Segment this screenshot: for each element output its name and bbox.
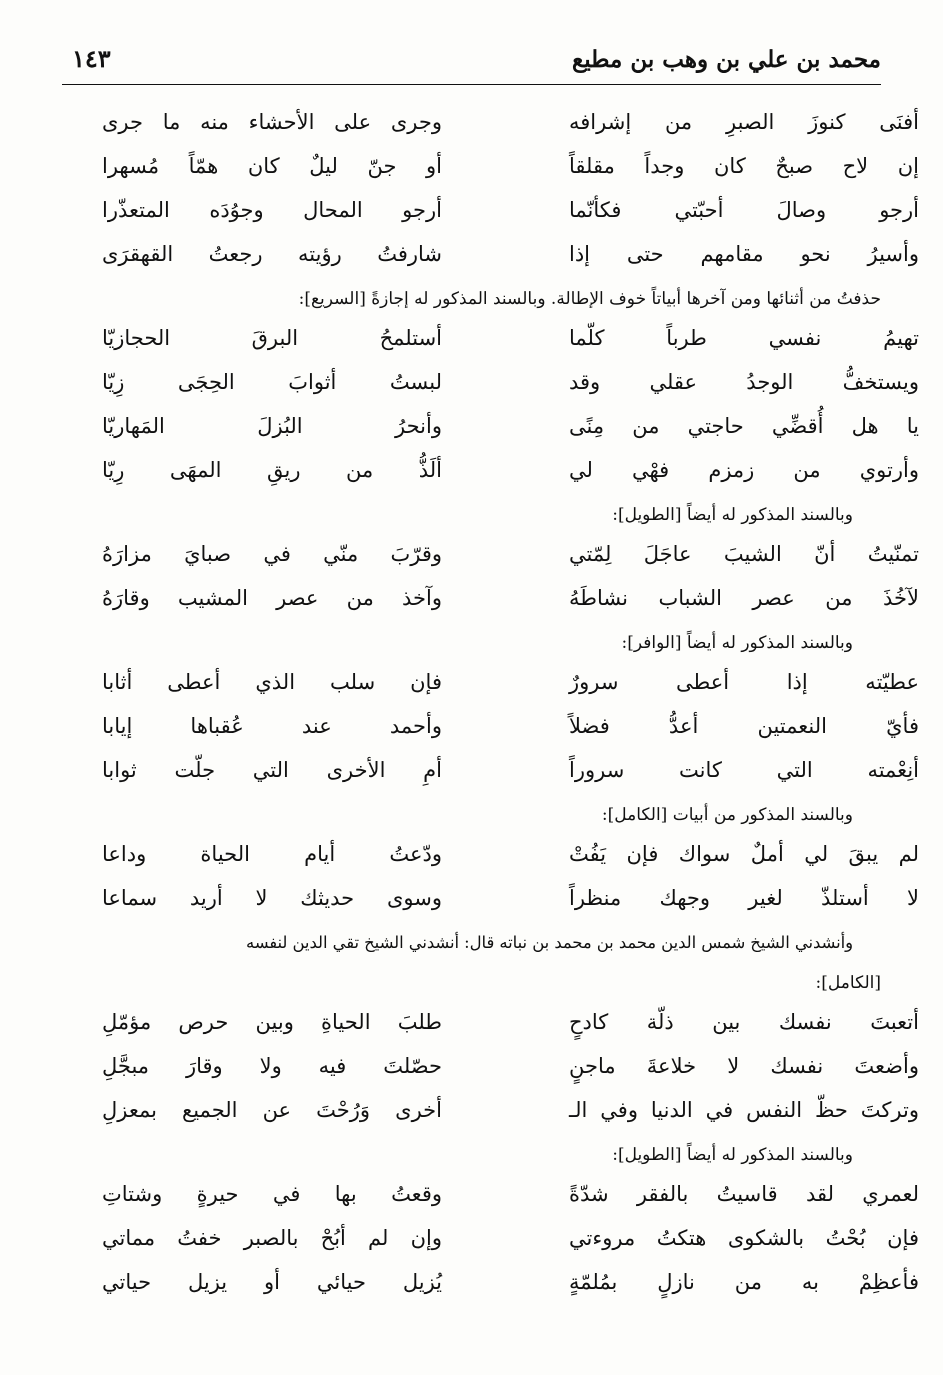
verse-first-hemistich: تمنّيتُ أنّ الشيبَ عاجَلَ لِمّتي xyxy=(569,542,919,566)
verse-second-hemistich: ألَذُّ من ريقِ المهَى رِيّا xyxy=(102,458,442,482)
verse-first-hemistich: يا هل أُقضِّي حاجتي من مِنًى xyxy=(569,414,919,438)
verse-second-hemistich: وأنحرُ البُزلَ المَهاريّا xyxy=(102,414,442,438)
verse-first-hemistich: لعمري لقد قاسيتُ بالفقر شدّةً xyxy=(569,1182,919,1206)
verse-line xyxy=(62,362,919,406)
verse-second-hemistich: لبستُ أثوابَ الحِجَى زِيّا xyxy=(102,370,442,394)
verse-first-hemistich: فإن بُحْتُ بالشكوى هتكتُ مروءتي xyxy=(569,1226,919,1250)
verse-first-hemistich: أتعبتَ نفسك بين ذلّة كادحٍ xyxy=(569,1010,919,1034)
verse-second-hemistich: وإن لم أبُحْ بالصبر خفتُ مماتي xyxy=(102,1226,442,1250)
verse-first-hemistich: فأيّ النعمتين أعدُّ فضلاً xyxy=(569,714,919,738)
verse-second-hemistich: وجرى على الأحشاء منه ما جرى xyxy=(102,110,442,134)
verse-second-hemistich: وآخذ من عصر المشيب وقارَهُ xyxy=(102,586,442,610)
verse-first-hemistich: وأضعتَ نفسك لا خلاعةَ ماجنٍ xyxy=(569,1054,919,1078)
verse-line xyxy=(62,450,919,494)
verse-second-hemistich: ودّعتُ أيام الحياة وداعا xyxy=(102,842,442,866)
verse-first-hemistich: تهيمُ نفسي طرباً كلّما xyxy=(569,326,919,350)
prose-line: وبالسند المذكور من أبيات [الكامل]: xyxy=(601,805,853,825)
verse-line xyxy=(62,1218,919,1262)
verse-second-hemistich: شارفتُ رؤيته رجعتُ القهقرَى xyxy=(102,242,442,266)
verse-line xyxy=(62,146,919,190)
verse-line xyxy=(62,750,919,794)
page-body xyxy=(62,102,919,1306)
verse-second-hemistich: وقرّبَ منّي في صبايَ مزارَهُ xyxy=(102,542,442,566)
verse-line xyxy=(62,1046,919,1090)
verse-line xyxy=(62,878,919,922)
prose-line: وبالسند المذكور له أيضاً [الوافر]: xyxy=(621,633,853,653)
verse-first-hemistich: أرجو وصالَ أحبّتي فكأنّما xyxy=(569,198,919,222)
verse-first-hemistich: وأرتوي من زمزم فهْي لي xyxy=(569,458,919,482)
verse-second-hemistich: أستلمحُ البرقَ الحجازيّا xyxy=(102,326,442,350)
running-header xyxy=(62,40,881,85)
verse-first-hemistich: وأسيرُ نحو مقامهم حتى إذا xyxy=(569,242,919,266)
verse-second-hemistich: فإن سلب الذي أعطى أثابا xyxy=(102,670,442,694)
verse-line xyxy=(62,318,919,362)
verse-second-hemistich: وأحمد عند عُقباها إيابا xyxy=(102,714,442,738)
prose-line: وأنشدني الشيخ شمس الدين محمد بن محمد بن نباته قال: أنشدني الشيخ تقي الدين لنفسه xyxy=(245,933,853,952)
verse-line xyxy=(62,1174,919,1218)
verse-second-hemistich: يُزيل حيائي أو يزيل حياتي xyxy=(102,1270,442,1294)
prose-line: وبالسند المذكور له أيضاً [الطويل]: xyxy=(612,1145,853,1165)
verse-line xyxy=(62,102,919,146)
verse-first-hemistich: ويستخفُّ الوجدُ عقلي وقد xyxy=(569,370,919,394)
verse-second-hemistich: أرجو المحال وجوُدَه المتعذّرا xyxy=(102,198,442,222)
verse-line xyxy=(62,234,919,278)
verse-line xyxy=(62,578,919,622)
verse-first-hemistich: إن لاح صبحٌ كان وجداً مقلقاً xyxy=(569,154,919,178)
verse-first-hemistich: وتركتَ حظّ النفس في الدنيا وفي الـ xyxy=(569,1098,919,1122)
verse-first-hemistich: لم يبقَ لي أملٌ سواك فإن يَفُتْ xyxy=(569,842,919,866)
verse-first-hemistich: عطيّته إذا أعطى سرورٌ xyxy=(569,670,919,694)
verse-second-hemistich: وقعتُ بها في حيرةٍ وشتاتِ xyxy=(102,1182,442,1206)
verse-first-hemistich: أنِعْمته التي كانت سروراً xyxy=(569,758,919,782)
verse-line xyxy=(62,662,919,706)
verse-line xyxy=(62,834,919,878)
verse-line xyxy=(62,706,919,750)
verse-second-hemistich: حصّلتَ فيه ولا وقارَ مبجَّلِ xyxy=(102,1054,442,1078)
prose-line: [الكامل]: xyxy=(815,973,881,993)
header-title: محمد بن علي بن وهب بن مطيع xyxy=(571,46,881,73)
verse-line xyxy=(62,1090,919,1134)
verse-first-hemistich: فأعظِمْ به من نازلٍ بمُلمّةٍ xyxy=(569,1270,919,1294)
verse-line xyxy=(62,1002,919,1046)
verse-second-hemistich: أو جنّ ليلٌ كان همّاً مُسهرا xyxy=(102,154,442,178)
prose-line: وبالسند المذكور له أيضاً [الطويل]: xyxy=(612,505,853,525)
verse-second-hemistich: وسوى حديثك لا أريد سماعا xyxy=(102,886,442,910)
verse-first-hemistich: لا أستلذّ لغير وجهك منظراً xyxy=(569,886,919,910)
prose-line: حذفتُ من أثنائها ومن آخرها أبياتاً خوف الإطالة. وبالسند المذكور له إجازةً [السريع]: xyxy=(298,289,881,309)
verse-second-hemistich: طلبَ الحياةِ وبين حرص مؤمّلِ xyxy=(102,1010,442,1034)
verse-line xyxy=(62,534,919,578)
verse-second-hemistich: أخرى وَرُحْتَ عن الجميع بمعزلِ xyxy=(102,1098,442,1122)
verse-line xyxy=(62,406,919,450)
verse-second-hemistich: أمِ الأخرى التي جلّت ثوابا xyxy=(102,758,442,782)
page-number: ١٤٣ xyxy=(72,44,111,73)
verse-first-hemistich: لآخُذَ من عصر الشباب نشاطَهُ xyxy=(569,586,919,610)
verse-line xyxy=(62,190,919,234)
verse-line xyxy=(62,1262,919,1306)
verse-first-hemistich: أفنَى كنوزَ الصبرِ من إشرافه xyxy=(569,110,919,134)
